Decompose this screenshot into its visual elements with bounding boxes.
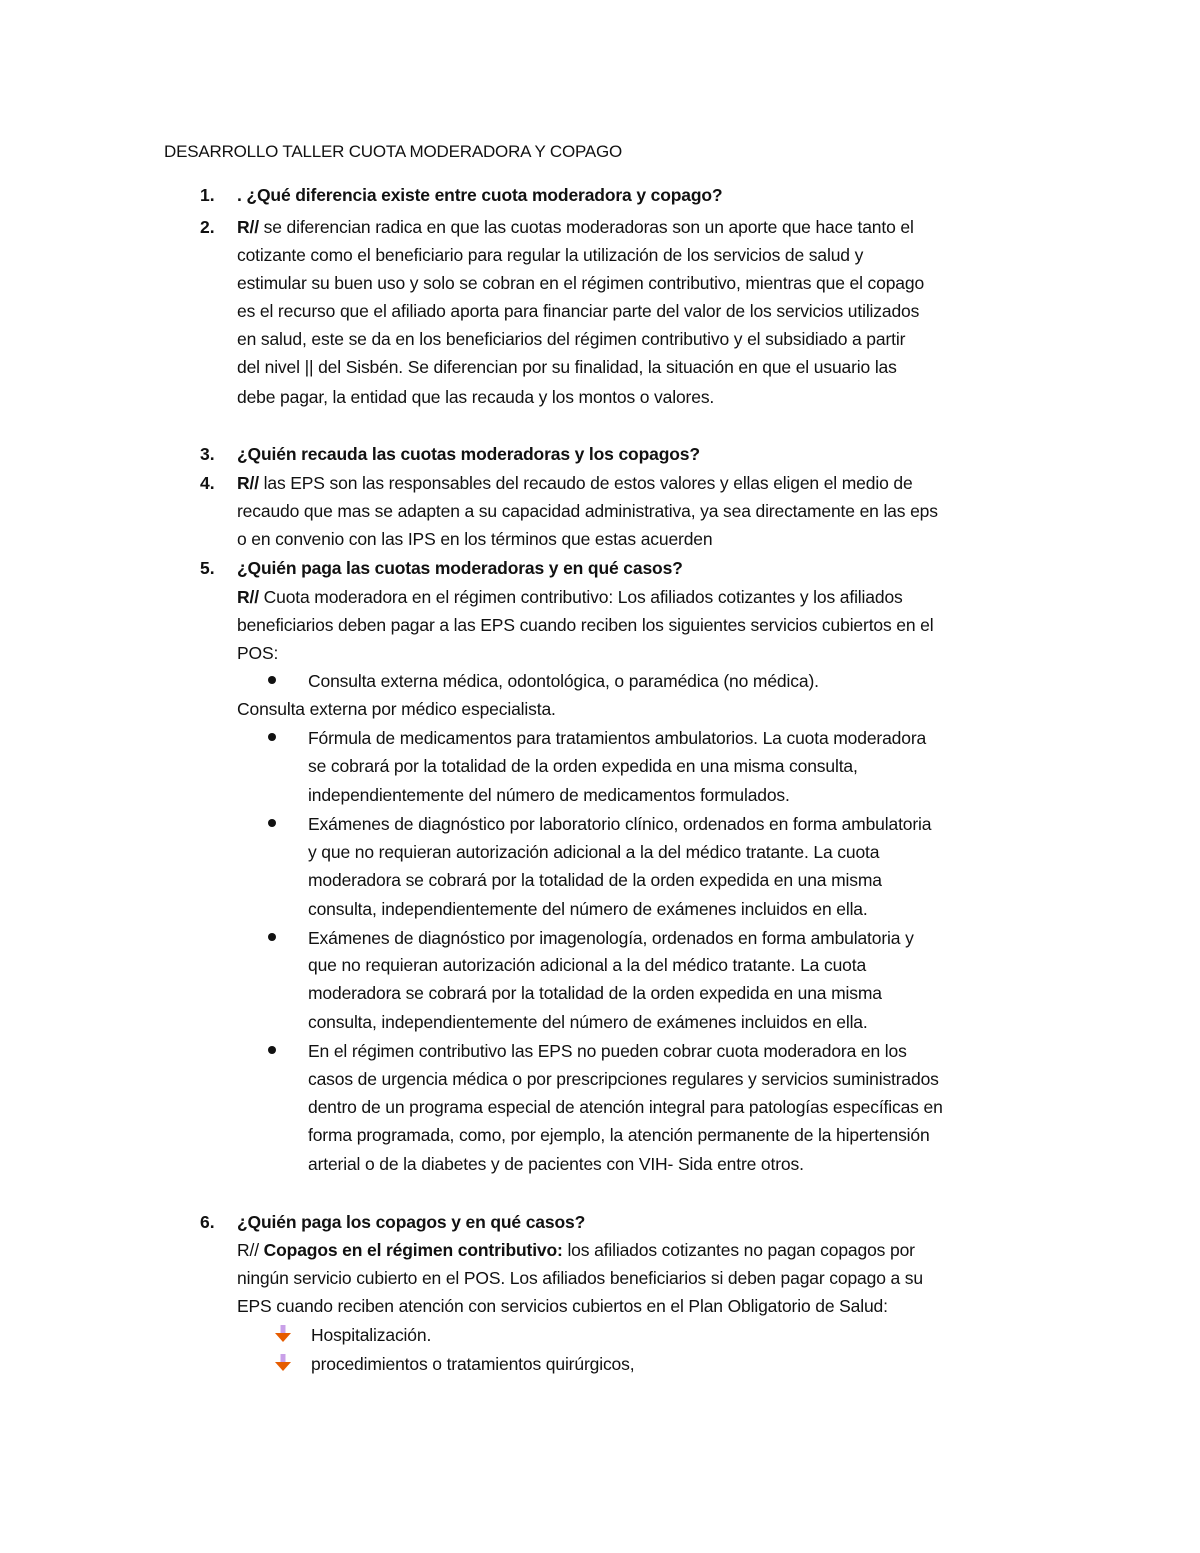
bullet-item: Consulta externa médica, odontológica, o paramédica (no médica). [308, 671, 819, 691]
list-number: 6. [200, 1212, 215, 1232]
filled-circle-icon [268, 676, 276, 684]
list-number: 2. [200, 217, 215, 237]
bullet-item: consulta, independientemente del número de exámenes incluidos en ella. [308, 1012, 868, 1032]
answer-2-line: estimular su buen uso y solo se cobran en el régimen contributivo, mientras que el copago [237, 273, 925, 293]
bullet-item: consulta, independientemente del número de exámenes incluidos en ella. [308, 899, 868, 919]
answer-prefix: R// [237, 587, 259, 607]
bullet-item: independientemente del número de medicamentos formulados. [308, 785, 790, 805]
list-number: 1. [200, 185, 215, 205]
answer-4-line: o en convenio con las IPS en los términos que estas acuerden [237, 529, 713, 549]
answer-2-line: en salud, este se da en los beneficiarios del régimen contributivo y el subsidiado a partir [237, 329, 906, 349]
answer-2-line: es el recurso que el afiliado aporta para financiar parte del valor de los servicios utilizados [237, 301, 920, 321]
answer-prefix: R// [237, 217, 259, 237]
bullet-item: Fórmula de medicamentos para tratamientos ambulatorios. La cuota moderadora [308, 728, 927, 748]
bullet-item: se cobrará por la totalidad de la orden expedida en una misma consulta, [308, 756, 858, 776]
question-1: . ¿Qué diferencia existe entre cuota moderadora y copago? [237, 185, 723, 205]
answer-text: los afiliados cotizantes no pagan copagos por [562, 1240, 915, 1260]
answer-6-line: ningún servicio cubierto en el POS. Los afiliados beneficiarios si deben pagar copago a su [237, 1268, 923, 1288]
answer-4-line: recaudo que mas se adapten a su capacidad administrativa, ya sea directamente en las eps [237, 501, 938, 521]
bullet-item: arterial o de la diabetes y de pacientes con VIH- Sida entre otros. [308, 1154, 804, 1174]
question-3: ¿Quién recauda las cuotas moderadoras y los copagos? [237, 444, 700, 464]
filled-circle-icon [268, 819, 276, 827]
bullet-item: forma programada, como, por ejemplo, la atención permanente de la hipertensión [308, 1125, 930, 1145]
answer-2-line: del nivel || del Sisbén. Se diferencian por su finalidad, la situación en que el usuario las [237, 357, 897, 377]
bullet-item: dentro de un programa especial de atención integral para patologías específicas en [308, 1097, 943, 1117]
loose-line: Consulta externa por médico especialista. [237, 699, 556, 719]
down-arrow-bullet-icon [275, 1325, 291, 1343]
list-number: 3. [200, 444, 215, 464]
bullet-item: que no requieran autorización adicional a la del médico tratante. La cuota [308, 955, 867, 975]
answer-prefix: R// [237, 1240, 259, 1260]
filled-circle-icon [268, 1046, 276, 1054]
answer-4-line [237, 469, 913, 497]
answer-2-line: debe pagar, la entidad que las recauda y los montos o valores. [237, 387, 715, 407]
answer-prefix: R// [237, 473, 259, 493]
filled-circle-icon [268, 733, 276, 741]
bullet-item: moderadora se cobrará por la totalidad de la orden expedida en una misma [308, 870, 882, 890]
answer-5-line [237, 583, 903, 611]
bullet-item: En el régimen contributivo las EPS no pueden cobrar cuota moderadora en los [308, 1041, 907, 1061]
down-arrow-bullet-icon [275, 1354, 291, 1372]
list-number: 4. [200, 473, 215, 493]
question-5: ¿Quién paga las cuotas moderadoras y en qué casos? [237, 558, 683, 578]
answer-text: se diferencian radica en que las cuotas moderadoras son un aporte que hace tanto el [258, 217, 914, 237]
answer-2-line: cotizante como el beneficiario para regular la utilización de los servicios de salud y [237, 245, 864, 265]
filled-circle-icon [268, 933, 276, 941]
answer-text: Cuota moderadora en el régimen contributivo: Los afiliados cotizantes y los afiliados [258, 587, 903, 607]
bullet-item: Exámenes de diagnóstico por imagenología, ordenados en forma ambulatoria y [308, 928, 914, 948]
arrow-item: Hospitalización. [311, 1325, 432, 1345]
answer-6-line: EPS cuando reciben atención con servicios cubiertos en el Plan Obligatorio de Salud: [237, 1296, 888, 1316]
list-number: 5. [200, 558, 215, 578]
bullet-item: Exámenes de diagnóstico por laboratorio clínico, ordenados en forma ambulatoria [308, 814, 932, 834]
bullet-item: casos de urgencia médica o por prescripciones regulares y servicios suministrados [308, 1069, 939, 1089]
answer-2-line [237, 213, 914, 241]
bullet-item: y que no requieran autorización adicional a la del médico tratante. La cuota [308, 842, 880, 862]
answer-bold-phrase: Copagos en el régimen contributivo: [258, 1240, 563, 1260]
document-title: DESARROLLO TALLER CUOTA MODERADORA Y COPAGO [164, 142, 623, 161]
answer-text: las EPS son las responsables del recaudo de estos valores y ellas eligen el medio de [258, 473, 913, 493]
arrow-item: procedimientos o tratamientos quirúrgicos, [311, 1354, 635, 1374]
question-6: ¿Quién paga los copagos y en qué casos? [237, 1212, 586, 1232]
answer-6-line [237, 1236, 915, 1264]
bullet-item: moderadora se cobrará por la totalidad de la orden expedida en una misma [308, 983, 882, 1003]
answer-5-line: POS: [237, 643, 279, 663]
answer-5-line: beneficiarios deben pagar a las EPS cuando reciben los siguientes servicios cubiertos en el [237, 615, 934, 635]
